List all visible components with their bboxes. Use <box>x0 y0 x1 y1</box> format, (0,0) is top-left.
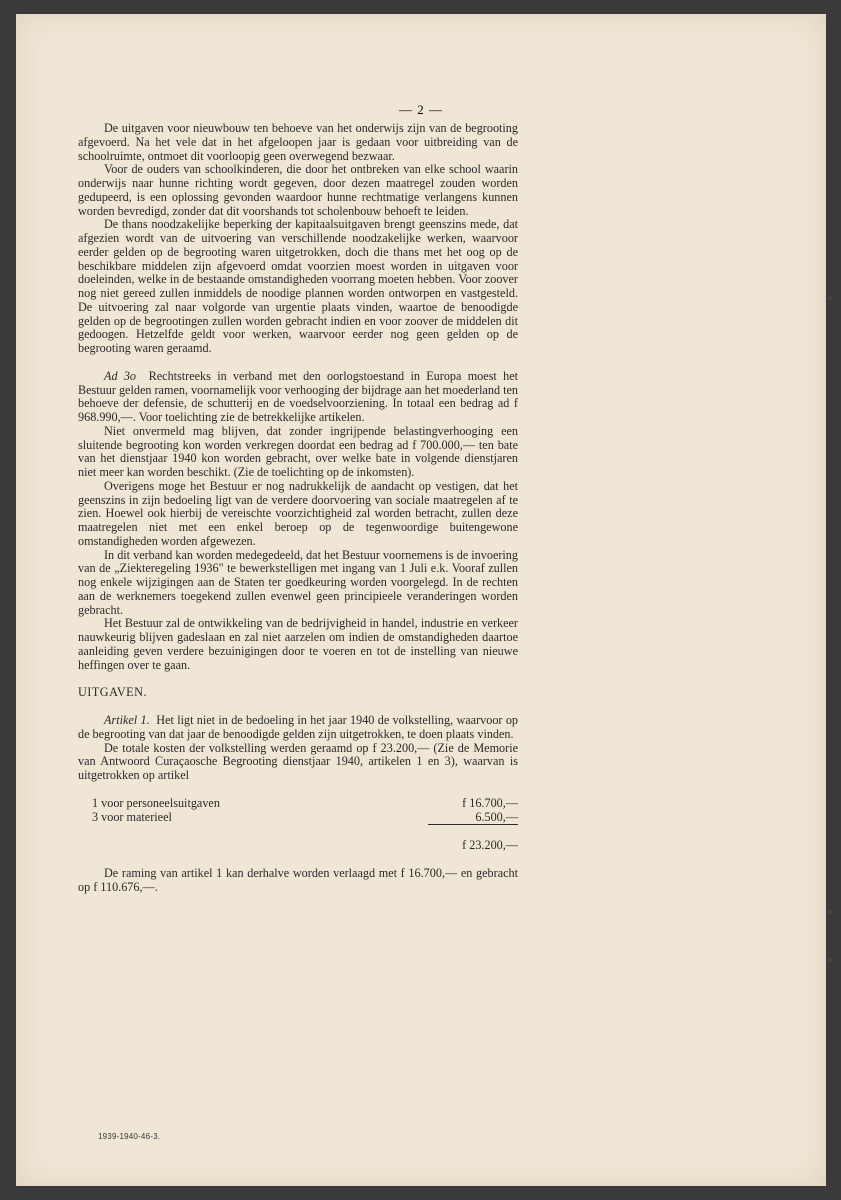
paragraph: Het Bestuur zal de ontwikkeling van de bedrijvigheid in handel, industrie en verkeer nauwkeurig blijven gadeslaan en zal niet aarzelen om indien de omstandigheden daartoe aanleiding geven verdere bezuinigingen door te voeren en tot de instelling van nieuwe heffingen over te gaan. <box>78 616 518 672</box>
margin-mark <box>828 910 832 914</box>
table-total-row <box>78 825 518 853</box>
paragraph: De totale kosten der volkstelling werden geraamd op f 23.200,— (Zie de Memorie van Antwoord Curaçaosche Begrooting dienstjaar 1940, artikelen 1 en 3), waarvan is uitgetrokken op artikel <box>78 740 518 782</box>
page-number: — 2 — <box>399 102 443 117</box>
paragraph: In dit verband kan worden medegedeeld, dat het Bestuur voornemens is de invoering van de „Ziekteregeling 1936" te bewerkstelligen met ingang van 1 Juli e.k. Vooraf zullen nog enkele wijzigingen aan de Staten ter goedkeuring worden voorgelegd. In de rechten aan de werknemers toegekend zullen evenwel geen principieele veranderingen worden gebracht. <box>78 547 518 617</box>
margin-mark <box>828 296 832 300</box>
body-text <box>78 122 518 895</box>
paragraph-lead: Ad 3o <box>104 368 137 383</box>
paragraph-body: Het ligt niet in de bedoeling in het jaar 1940 de volkstelling, waarvoor op de begrooting van dat jaar de benoodigde gelden zijn uitgetrokken, te doen plaats vinden. <box>78 713 519 741</box>
section-heading: UITGAVEN. <box>78 685 147 700</box>
cost-label: 3 voor materieel <box>92 809 172 824</box>
table-row <box>78 811 518 825</box>
paragraph-ad-3o <box>78 370 518 425</box>
paragraph: De thans noodzakelijke beperking der kapitaalsuitgaven brengt geenszins mede, dat afgezien wordt van de uitvoering van verschillende noodzakelijke werken, waarvoor eerder gelden op de begrooting waren uitgetrokken, doch die thans met het oog op de beschikbare middelen zijn afgevoerd omdat voorzien moest worden in uitgaven voor doeleinden, welke in de bestaande omstandigheden voorrang moeten hebben. Voor zoover nog niet gereed zullen inmiddels de noodige plannen worden ontworpen en vastgesteld. De uitvoering zal naar volgorde van urgentie plaats vinden, waartoe de benoodigde gelden op de begrootingen zullen worden gebracht indien en voor zoover de middelen dit gedoogen. Hetzelfde geldt voor werken, waarvoor eerder nog geen gelden op de begrooting waren geraamd. <box>78 217 518 355</box>
paragraph: De uitgaven voor nieuwbouw ten behoeve van het onderwijs zijn van de begrooting afgevoerd. Na het vele dat in het afgeloopen jaar is gedaan voor uitbreiding van de schoolruimte, ontmoet dit voorloopig geen overwegend bezwaar. <box>78 121 518 163</box>
paragraph: Niet onvermeld mag blijven, dat zonder ingrijpende belastingverhooging een sluitende begrooting kon worden verkregen doordat een bedrag ad f 700.000,— ten bate van het dienstjaar 1940 kon worden gebracht, over welke bate in volgende dienstjaren niet meer kan worden beschikt. (Zie de toelichting op de inkomsten). <box>78 423 518 479</box>
paragraph-artikel-1 <box>78 714 518 742</box>
cost-amount: f 16.700,— <box>462 795 518 810</box>
paragraph-body: Rechtstreeks in verband met den oorlogstoestand in Europa moest het Bestuur gelden ramen, voornamelijk voor verhooging der bijdrage aan het moederland ten behoeve der defensie, de schutterij en de voedselvoorziening. In totaal een bedrag ad f 968.990,—. Voor toelichting zie de betrekkelijke artikelen. <box>78 368 519 424</box>
cost-label: 1 voor personeelsuitgaven <box>92 795 220 810</box>
paragraph-lead: Artikel 1. <box>104 713 150 727</box>
margin-mark <box>828 958 832 962</box>
document-page <box>16 14 826 1186</box>
paragraph: Voor de ouders van schoolkinderen, die door het ontbreken van elke school waarin onderwijs naar hunne richting wordt gegeven, door dezen maatregel zouden worden gedupeerd, is een oplossing gevonden waardoor hunne rechtmatige verlangens kunnen worden bevredigd, zonder dat dit voorshands tot scholenbouw behoeft te leiden. <box>78 162 518 218</box>
cost-amount: 6.500,— <box>475 809 518 824</box>
print-code: 1939-1940-46-3. <box>98 1132 161 1141</box>
paragraph: Overigens moge het Bestuur er nog nadrukkelijk de aandacht op vestigen, dat het geenszins in zijn bedoeling ligt van de verdere doorvoering van sociale maatregelen af te zien. Hoewel ook hierbij de vereischte voorzichtigheid zal worden betracht, zullen deze maatregelen niet met een enkel beroep op de tegenwoordige buitengewone omstandigheden worden afgewezen. <box>78 478 518 548</box>
paragraph: De raming van artikel 1 kan derhalve worden verlaagd met f 16.700,— en gebracht op f 110.676,—. <box>78 866 518 894</box>
cost-total: f 23.200,— <box>428 825 518 853</box>
cost-table <box>78 797 518 853</box>
table-row <box>78 797 518 811</box>
